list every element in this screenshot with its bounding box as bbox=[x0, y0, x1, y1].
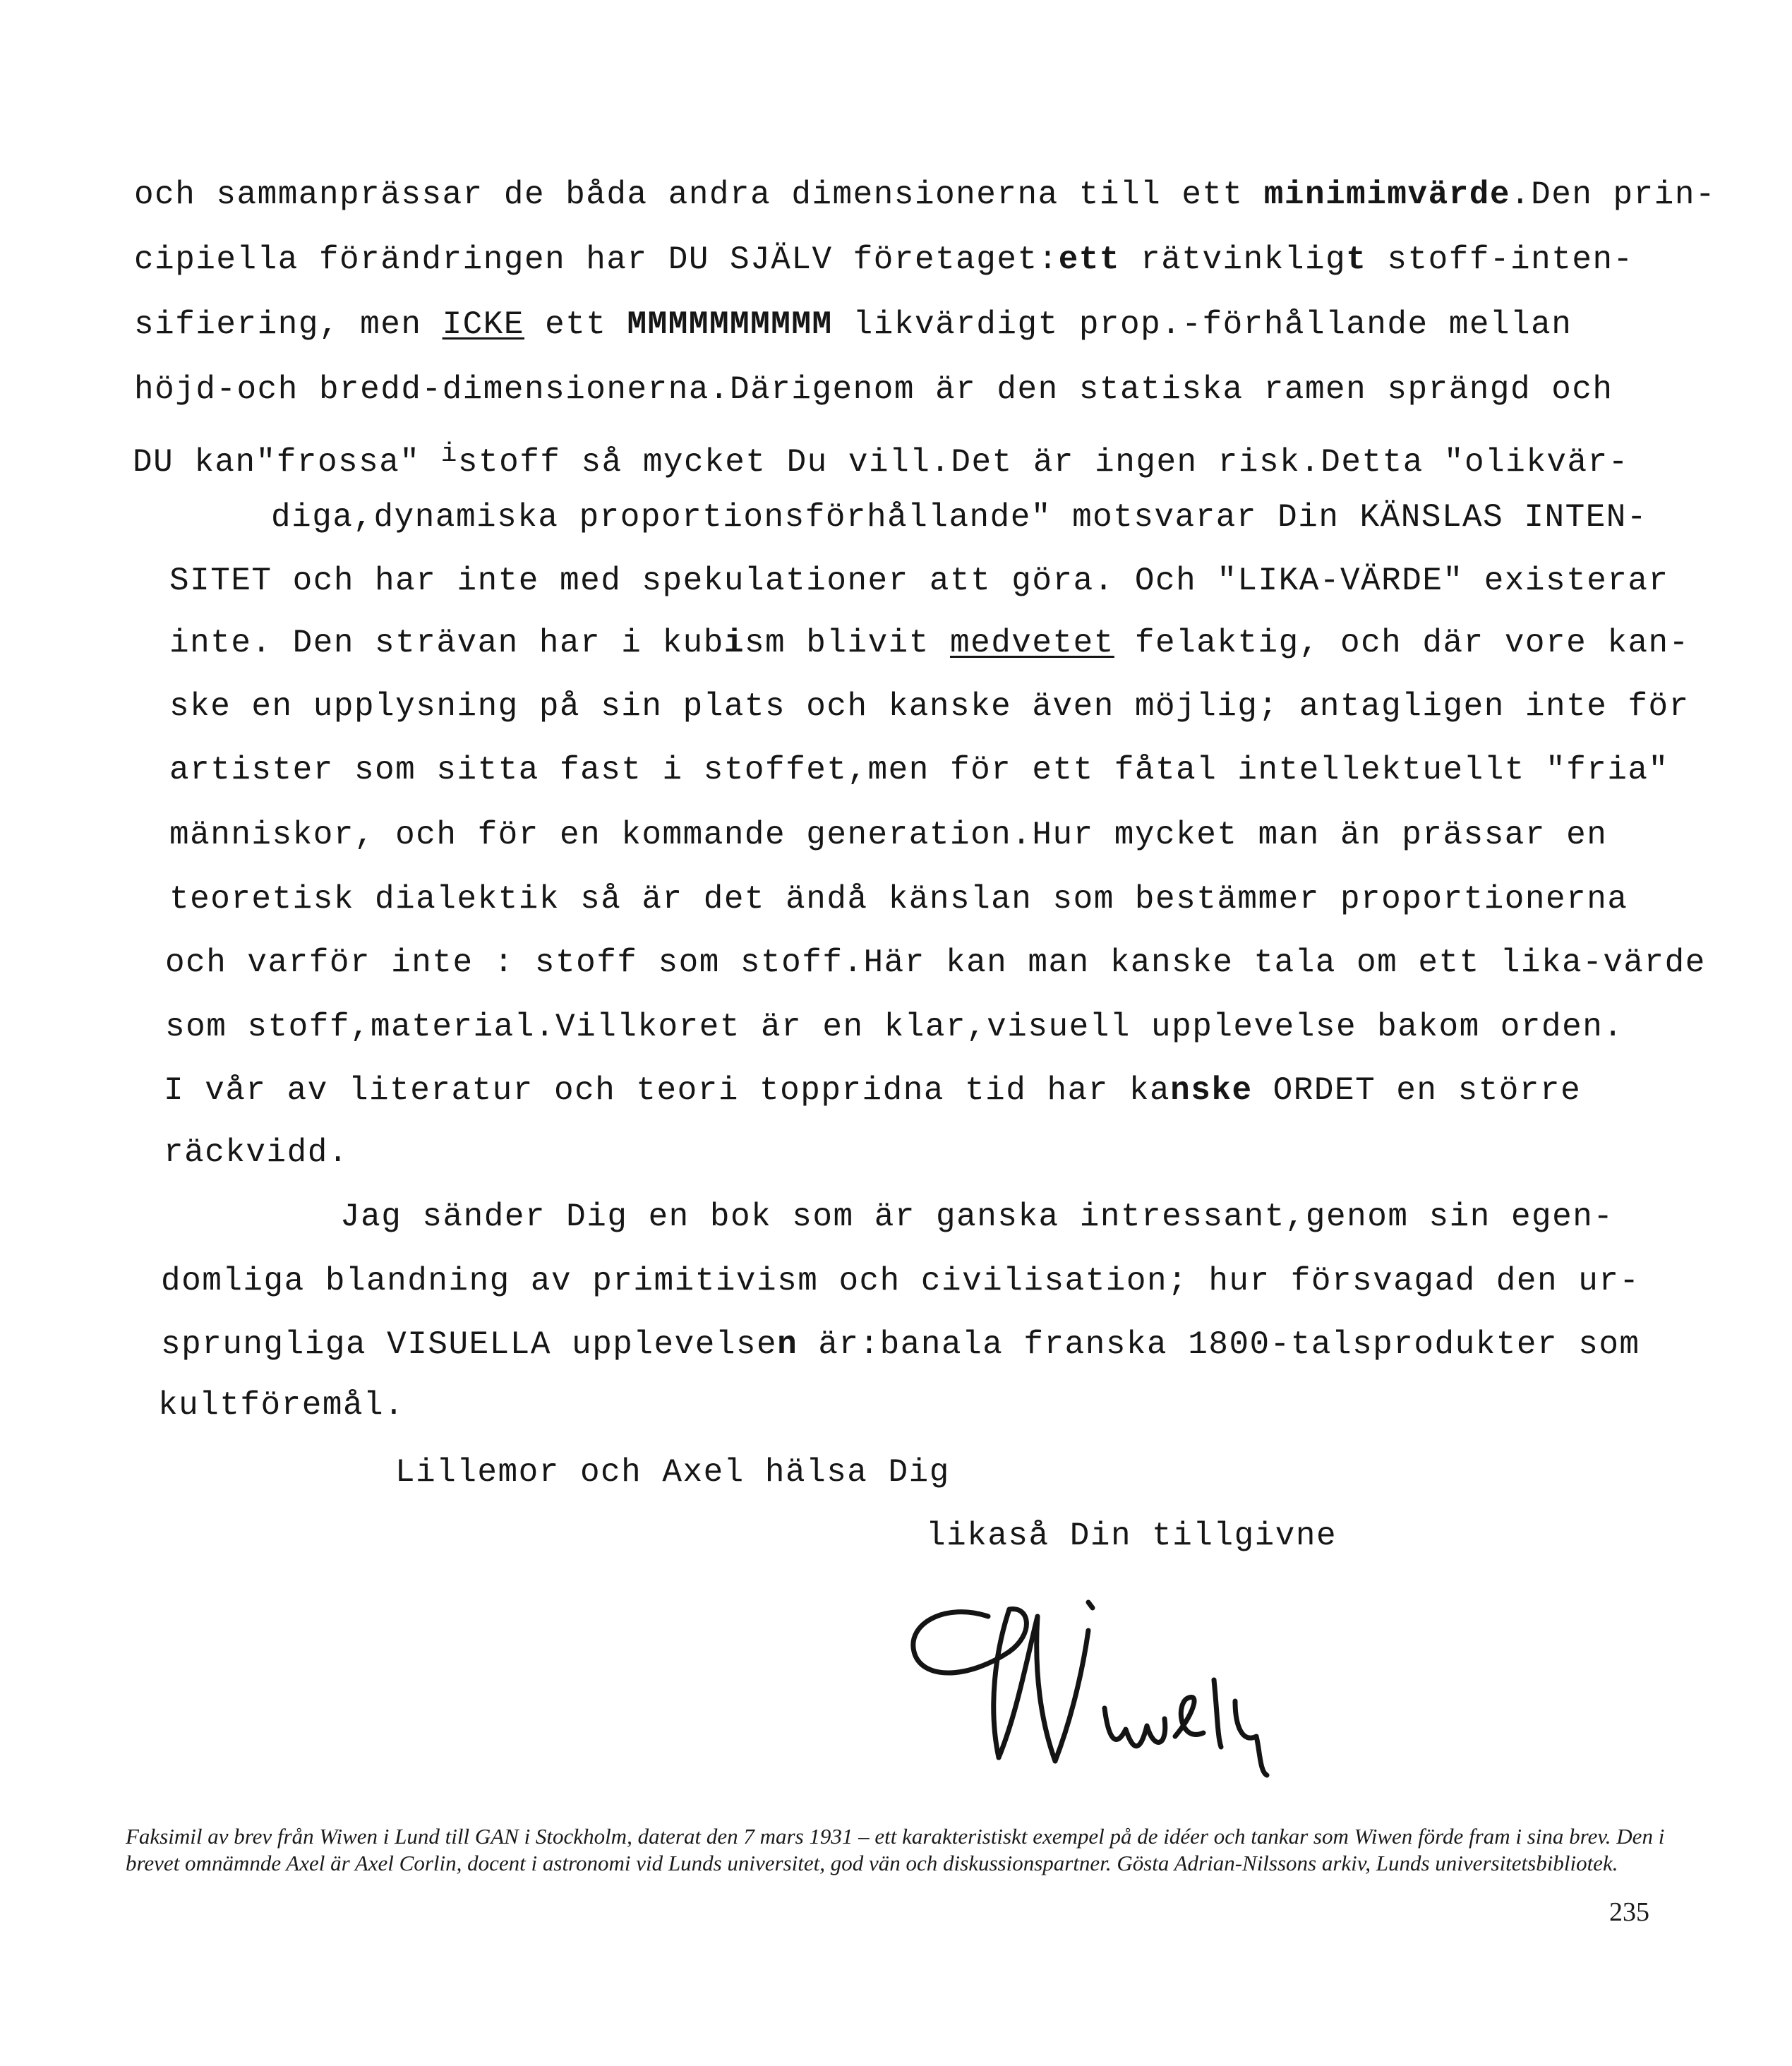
letter-text-segment: inte. Den strävan har i kub bbox=[169, 625, 724, 661]
letter-line bbox=[158, 1386, 404, 1425]
letter-text-segment: stoff-inten- bbox=[1366, 241, 1634, 278]
letter-line bbox=[165, 1007, 1623, 1047]
caption-text: Faksimil av brev från Wiwen i Lund till GAN i Stockholm, daterat den 7 mars 1931 – ett karakteristiskt exempel på de idéer och tankar som Wiwen förde fram i sina brev. Den i brevet omnämnde Axel är Axel Corlin, docent i astronomi vid Lunds universitet, god vän och diskussionspartner. Gösta Adrian-Nilssons arkiv, Lunds universitetsbibliotek. bbox=[126, 1824, 1665, 1875]
letter-text-segment: stoff så mycket Du vill.Det är ingen risk.Detta "olikvär- bbox=[457, 444, 1629, 481]
letter-text-segment: felaktig, och där vore kan- bbox=[1114, 625, 1690, 661]
letter-text-segment: n bbox=[777, 1326, 798, 1363]
handwritten-signature bbox=[903, 1574, 1270, 1786]
letter-text-segment: ICKE bbox=[442, 306, 524, 343]
letter-line bbox=[340, 1197, 1613, 1237]
letter-text-segment: människor, och för en kommande generation.Hur mycket man än prässar en bbox=[169, 817, 1608, 853]
letter-text-segment: likaså Din tillgivne bbox=[926, 1518, 1337, 1554]
letter-text-segment: höjd-och bredd-dimensionerna.Därigenom är den statiska ramen sprängd och bbox=[134, 371, 1613, 408]
letter-text-segment: som stoff,material.Villkoret är en klar,visuell upplevelse bakom orden. bbox=[165, 1009, 1624, 1045]
letter-text-segment: I vår av literatur och teori toppridna tid har ka bbox=[164, 1072, 1171, 1109]
letter-line bbox=[169, 687, 1690, 726]
letter-text-segment: sm blivit bbox=[744, 625, 950, 661]
letter-line bbox=[134, 240, 1634, 280]
letter-text-segment: sprungliga VISUELLA upplevelse bbox=[161, 1326, 778, 1363]
letter-text-segment: cipiella förändringen har DU SJÄLV företaget: bbox=[134, 241, 1059, 278]
letter-line bbox=[271, 498, 1647, 537]
letter-text-segment: ett bbox=[524, 306, 627, 343]
letter-text-segment: .Den prin- bbox=[1510, 176, 1716, 213]
letter-text-segment: ett bbox=[1058, 241, 1121, 278]
letter-text-segment: Lillemor och Axel hälsa Dig bbox=[395, 1454, 950, 1491]
letter-line bbox=[169, 623, 1690, 663]
letter-text-segment: MMMMMMMMMM bbox=[627, 306, 833, 343]
letter-text-segment: teoretisk dialektik så är det ändå känslan som bestämmer proportionerna bbox=[169, 881, 1628, 918]
letter-text-segment: domliga blandning av primitivism och civilisation; hur försvagad den ur- bbox=[161, 1263, 1640, 1299]
letter-text-segment: Jag sänder Dig en bok som är ganska intressant,genom sin egen- bbox=[340, 1199, 1614, 1235]
letter-text-segment: artister som sitta fast i stoffet,men för ett fåtal intellektuellt "fria" bbox=[169, 752, 1669, 788]
letter-line bbox=[164, 1133, 349, 1172]
letter-text-segment: i bbox=[723, 625, 745, 661]
letter-text-segment: är:banala franska 1800-talsprodukter som bbox=[798, 1326, 1640, 1363]
figure-caption bbox=[126, 1823, 1671, 1877]
letter-text-segment: rätvinklig bbox=[1120, 241, 1347, 278]
letter-text-segment: och varför inte : stoff som stoff.Här kan man kanske tala om ett lika-värde bbox=[165, 944, 1706, 981]
letter-text-segment: ske en upplysning på sin plats och kanske även möjlig; antagligen inte för bbox=[169, 688, 1690, 725]
letter-text-segment: medvetet bbox=[949, 625, 1114, 661]
letter-text-segment: och sammanprässar de båda andra dimensionerna till ett bbox=[134, 176, 1264, 213]
letter-text-segment: DU kan"frossa" bbox=[133, 444, 441, 481]
letter-text-segment: likvärdigt prop.-förhållande mellan bbox=[832, 306, 1572, 343]
letter-text-segment: räckvidd. bbox=[164, 1134, 349, 1171]
letter-line bbox=[164, 1071, 1581, 1110]
letter-line bbox=[395, 1453, 950, 1492]
letter-line bbox=[926, 1516, 1337, 1556]
letter-line bbox=[161, 1261, 1640, 1301]
letter-text-segment: i bbox=[440, 439, 458, 469]
page-number: 235 bbox=[1609, 1897, 1649, 1927]
letter-line bbox=[161, 1325, 1640, 1364]
letter-line bbox=[133, 435, 1629, 482]
letter-text-segment: diga,dynamiska proportionsförhållande" motsvarar Din KÄNSLAS INTEN- bbox=[271, 499, 1648, 536]
letter-line bbox=[165, 943, 1706, 983]
letter-text-segment: nske bbox=[1170, 1072, 1253, 1109]
letter-line bbox=[169, 815, 1607, 855]
letter-text-segment: t bbox=[1346, 241, 1367, 278]
letter-line bbox=[169, 879, 1628, 919]
letter-line bbox=[169, 561, 1669, 601]
letter-text-segment: kultföremål. bbox=[158, 1387, 405, 1424]
letter-text-segment: sifiering, men bbox=[134, 306, 443, 343]
letter-text-segment: ORDET en större bbox=[1252, 1072, 1582, 1109]
letter-line bbox=[169, 750, 1669, 790]
letter-text-segment: minimimvärde bbox=[1263, 176, 1511, 213]
letter-text-segment: SITET och har inte med spekulationer att göra. Och "LIKA-VÄRDE" existerar bbox=[169, 563, 1669, 599]
letter-line bbox=[134, 305, 1572, 344]
letter-line bbox=[134, 370, 1613, 409]
letter-line bbox=[134, 175, 1716, 215]
